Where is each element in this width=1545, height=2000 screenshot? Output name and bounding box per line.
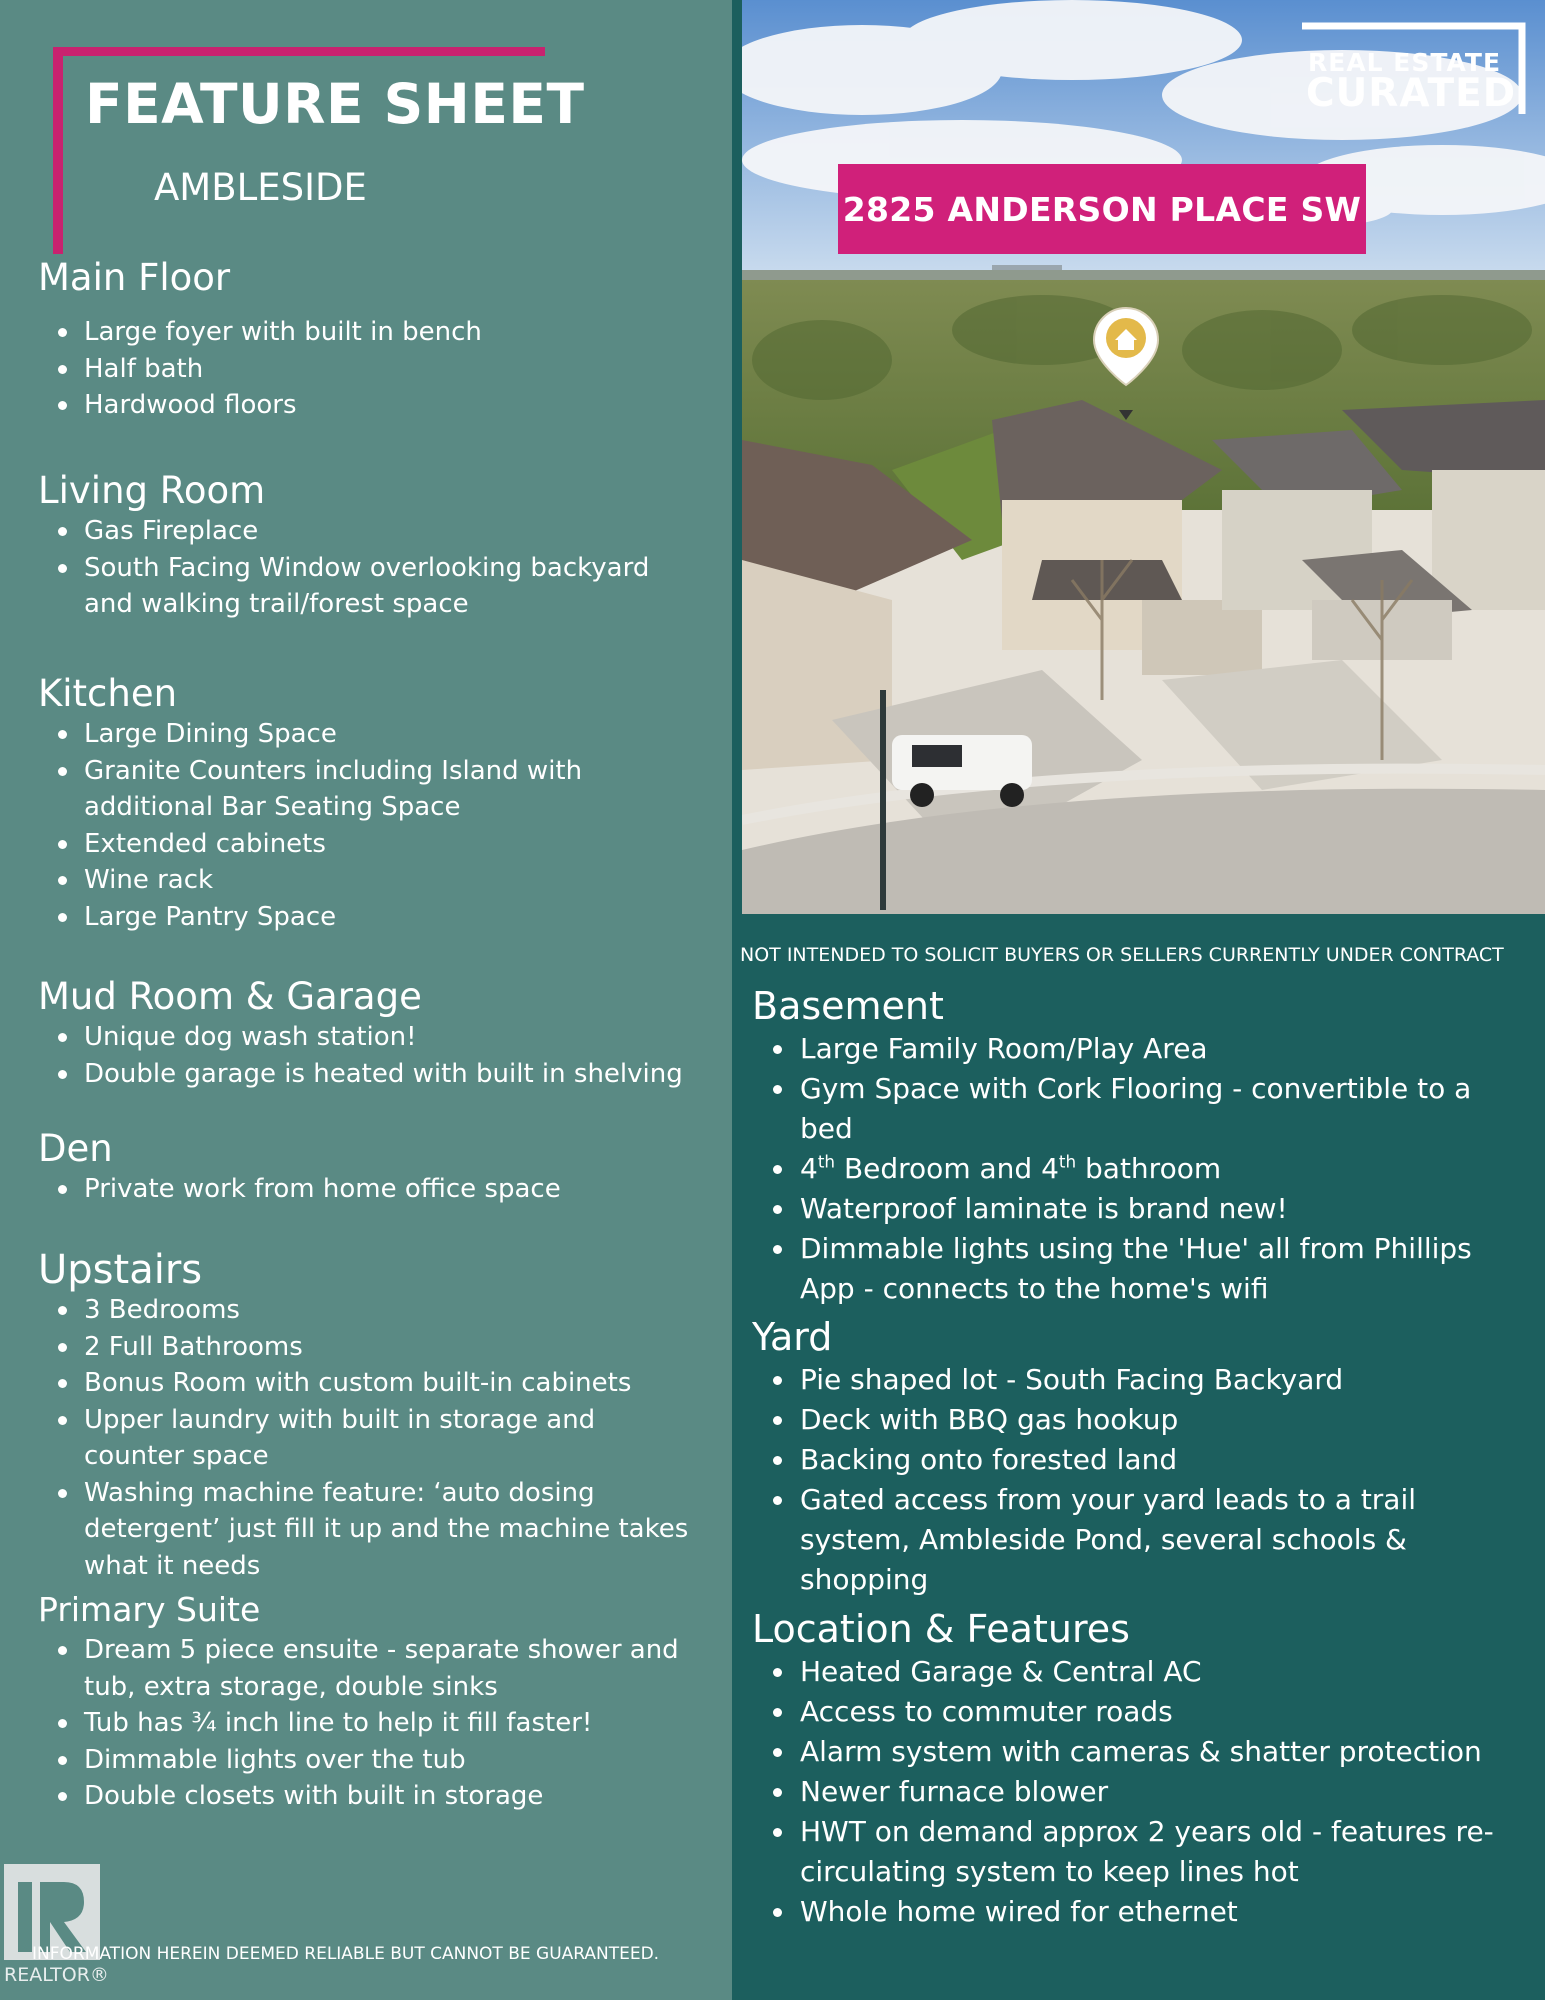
reliability-disclaimer: INFORMATION HEREIN DEEMED RELIABLE BUT CANNOT BE GUARANTEED. <box>32 1944 660 1964</box>
section-yard <box>752 1314 1522 1600</box>
list-item: Double garage is heated with built in shelving <box>84 1056 698 1093</box>
section-heading: Primary Suite <box>38 1590 261 1629</box>
list-item: South Facing Window overlooking backyard and walking trail/forest space <box>84 550 698 623</box>
section-den <box>38 1127 698 1208</box>
list-item: Wine rack <box>84 862 698 899</box>
list-item: Extended cabinets <box>84 826 698 863</box>
list-item: Pie shaped lot - South Facing Backyard <box>800 1360 1522 1400</box>
page-title: FEATURE SHEET <box>85 72 585 136</box>
section-heading: Location & Features <box>752 1607 1130 1651</box>
section-heading: Upstairs <box>38 1247 203 1293</box>
list-item: 2 Full Bathrooms <box>84 1329 698 1366</box>
section-mud-room-garage <box>38 975 698 1092</box>
list-item: Alarm system with cameras & shatter protection <box>800 1732 1522 1772</box>
list-item: Granite Counters including Island with additional Bar Seating Space <box>84 753 698 826</box>
list-item: Waterproof laminate is brand new! <box>800 1189 1522 1229</box>
list-item: Deck with BBQ gas hookup <box>800 1400 1522 1440</box>
address-banner <box>838 164 1366 254</box>
list-item: Hardwood floors <box>84 387 698 424</box>
section-basement <box>752 983 1522 1309</box>
list-item: Private work from home office space <box>84 1171 698 1208</box>
list-item: Gym Space with Cork Flooring - convertible to a bed <box>800 1069 1522 1149</box>
aerial-house-photo <box>742 0 1545 914</box>
list-item: Dimmable lights using the 'Hue' all from Phillips App - connects to the home's wifi <box>800 1229 1522 1309</box>
list-item: Half bath <box>84 351 698 388</box>
list-item: Large Dining Space <box>84 716 698 753</box>
section-kitchen <box>38 672 698 935</box>
title-accent-bar <box>53 47 545 56</box>
section-location-features <box>752 1606 1522 1932</box>
contract-disclaimer: NOT INTENDED TO SOLICIT BUYERS OR SELLERS CURRENTLY UNDER CONTRACT <box>740 944 1504 966</box>
list-item: Gas Fireplace <box>84 513 698 550</box>
list-item: Upper laundry with built in storage and counter space <box>84 1402 698 1475</box>
brand-text: REAL ESTATE <box>1308 48 1502 77</box>
list-item: Unique dog wash station! <box>84 1019 698 1056</box>
list-item: Tub has ¾ inch line to help it fill faster! <box>84 1705 698 1742</box>
list-item: Washing machine feature: ‘auto dosing detergent’ just fill it up and the machine takes what it needs <box>84 1475 698 1585</box>
list-item: Large Pantry Space <box>84 899 698 936</box>
list-item: Double closets with built in storage <box>84 1778 698 1815</box>
list-item: Dimmable lights over the tub <box>84 1742 698 1779</box>
list-item: 3 Bedrooms <box>84 1292 698 1329</box>
list-item: 4th Bedroom and 4th bathroom <box>800 1149 1522 1189</box>
list-item: Backing onto forested land <box>800 1440 1522 1480</box>
list-item: Whole home wired for ethernet <box>800 1892 1522 1932</box>
section-main-floor <box>38 256 698 424</box>
section-heading: Yard <box>752 1315 833 1359</box>
section-heading: Den <box>38 1127 113 1170</box>
list-item: Heated Garage & Central AC <box>800 1652 1522 1692</box>
realtor-trademark: REALTOR® <box>4 1964 109 1986</box>
list-item: Newer furnace blower <box>800 1772 1522 1812</box>
list-item: Large foyer with built in bench <box>84 314 698 351</box>
section-heading: Main Floor <box>38 256 231 299</box>
list-item: Large Family Room/Play Area <box>800 1029 1522 1069</box>
section-primary-suite <box>38 1588 698 1815</box>
title-accent-bar <box>53 47 63 254</box>
list-item: Dream 5 piece ensuite - separate shower and tub, extra storage, double sinks <box>84 1632 698 1705</box>
property-address: 2825 ANDERSON PLACE SW <box>842 189 1362 229</box>
list-item: HWT on demand approx 2 years old - features re-circulating system to keep lines hot <box>800 1812 1522 1892</box>
list-item: Access to commuter roads <box>800 1692 1522 1732</box>
neighbourhood-label: AMBLESIDE <box>154 166 367 209</box>
section-heading: Mud Room & Garage <box>38 975 422 1018</box>
section-heading: Kitchen <box>38 672 178 715</box>
section-living-room <box>38 469 698 623</box>
list-item: Bonus Room with custom built-in cabinets <box>84 1365 698 1402</box>
section-upstairs <box>38 1248 698 1584</box>
list-item: Gated access from your yard leads to a trail system, Ambleside Pond, several schools & shopping <box>800 1480 1522 1600</box>
brand-text: CURATED <box>1306 71 1517 116</box>
section-heading: Living Room <box>38 469 266 512</box>
section-heading: Basement <box>752 984 944 1028</box>
